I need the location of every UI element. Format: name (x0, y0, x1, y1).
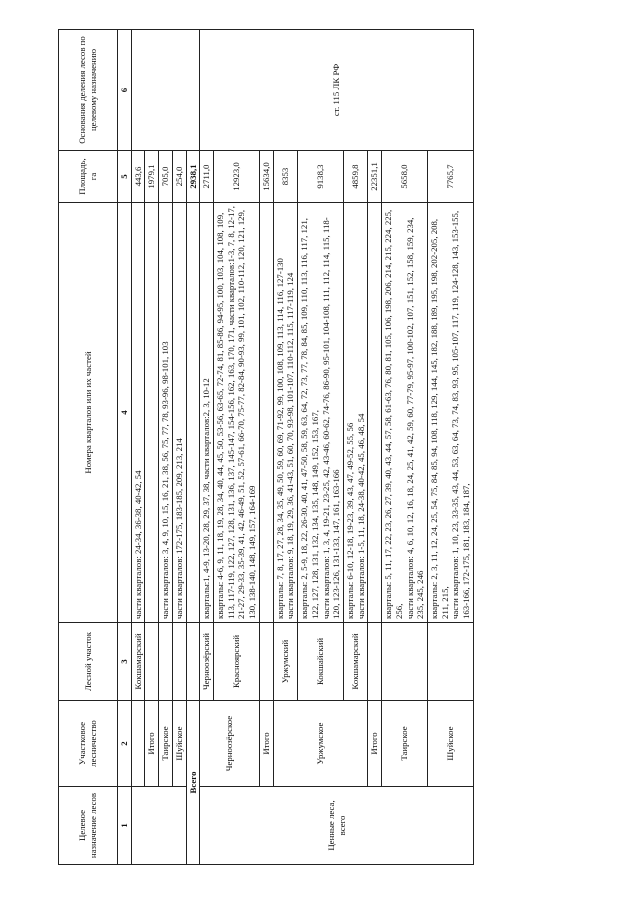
quarters-cell: кварталы:1, 4-9, 13-20, 28, 29, 37, 38, части кварталов:2, 3, 10-12 (200, 203, 214, 623)
plot-cell (145, 623, 159, 701)
table-row (200, 30, 214, 865)
total-label: Всего (186, 701, 200, 865)
column-number-row (118, 30, 132, 865)
col-num-5: 5 (118, 151, 132, 203)
quarters-cell: кварталы: 6-10, 12-18, 19-23, 39, 43, 47, 49-52, 55, 56 части кварталов: 1-5, 11, 18, 24-38, 40-42, 45, 46, 48, 54 (343, 203, 367, 623)
basis-cell-prev (131, 30, 200, 151)
quarters-cell: кварталы: 2, 3, 11, 12, 24, 25, 54, 75, 84, 85, 94, 108, 118, 129, 144, 145, 182, 188, 189, 195, 198, 202-205, 208, 211, 215, части кварталов: 1, 10, 23, 33-35, 43, 44, 53, 63, 64, 73, 74, 83, 93, 95, 105-107, 117, 119, 124-128, 143, 153-155, 163-166, 172-175, 181, 183, 184, 187, (427, 203, 473, 623)
plot-cell: Кокшайский (298, 623, 344, 701)
quarters-cell (145, 203, 159, 623)
area-cell: 1979,1 (145, 151, 159, 203)
quarters-cell (368, 203, 382, 623)
table-row (382, 30, 428, 865)
plot-cell (427, 623, 473, 701)
header-quarters: Номера кварталов или их частей (59, 203, 118, 623)
area-cell: 5658,0 (382, 151, 428, 203)
area-cell: 443,6 (131, 151, 145, 203)
table-row (368, 30, 382, 865)
plot-cell (186, 623, 200, 701)
plot-cell: Красноярский (214, 623, 260, 701)
header-purpose: Целевое назначение лесов (59, 787, 118, 865)
quarters-cell: кварталы: 5, 11, 17, 22, 23, 26, 27, 39, 40, 43, 44, 57, 58, 61-63, 76, 80, 81, 105, 106, 198, 206, 214, 215, 224, 225, 256, части кварталов: 4, 6, 10, 12, 16, 18, 24, 25, 41, 42, 59, 60, 77-79, 95-97, 100-102, 107, 151, 152, 158, 159, 234, 235, 245, 246 (382, 203, 428, 623)
plot-cell: Уржумский (273, 623, 297, 701)
table-row (172, 30, 186, 865)
area-cell: 705,0 (159, 151, 173, 203)
col-num-4: 4 (118, 203, 132, 623)
quarters-cell (259, 203, 273, 623)
category-cell-prev (131, 787, 186, 865)
quarters-cell: кварталы: 2, 5-9, 18, 22, 26-30, 40, 41, 47-50, 58, 59, 63, 64, 72, 73, 77, 78, 84, 85, 109, 110, 113, 116, 117, 121, 122, 127, 128, 131, 132, 134, 135, 148, 149, 152, 153, 167, части кварталов: 1, 3, 4, 19-21, 23-25, 42, 43-46, 60-62, 74-76, 86-90, 95-101, 104-108, 111, 112, 114, 115, 118-120, 123-126, 131-133, 147, 161, 163-166 (298, 203, 344, 623)
quarters-cell: кварталы: 7, 8, 17, 27, 28, 34, 35, 49, 50, 59, 60, 69, 71-92, 99, 100, 108, 109, 113, 114, 116, 127-130 части кварталов: 9, 18, 19, 29, 36, 41-43, 51, 60, 70, 93-98, 101-107, 110-112, 115, 117-119, 124 (273, 203, 297, 623)
table-row (259, 30, 273, 865)
col-num-2: 2 (118, 701, 132, 787)
area-cell: 2711,0 (200, 151, 214, 203)
district-cell: Таирское (382, 701, 428, 787)
quarters-cell: части кварталов: 3, 4, 9, 10, 15, 16, 21, 38, 56, 75, 77, 78, 93-96, 98-101, 103 (159, 203, 173, 623)
forest-quarters-table (58, 29, 474, 865)
district-cell: Шуйское (172, 701, 186, 787)
table-row (186, 30, 200, 865)
plot-cell (172, 623, 186, 701)
area-cell: 15634,0 (259, 151, 273, 203)
subtotal-label: Итого (259, 701, 273, 787)
district-cell: Уржумское (273, 701, 368, 787)
header-area: Площадь, га (59, 151, 118, 203)
district-cell: Шуйское (427, 701, 473, 787)
area-cell: 7765,7 (427, 151, 473, 203)
plot-cell (382, 623, 428, 701)
plot-cell (259, 623, 273, 701)
area-cell: 9138,3 (298, 151, 344, 203)
table-row (131, 30, 145, 865)
quarters-cell: части кварталов: 172-175, 183-185, 209, 213, 214 (172, 203, 186, 623)
table-row (159, 30, 173, 865)
col-num-1: 1 (118, 787, 132, 865)
district-cell: Черноозёрское (200, 701, 260, 787)
category-cell: Ценные леса, всего (200, 787, 474, 865)
plot-cell (159, 623, 173, 701)
subtotal-label: Итого (368, 701, 382, 787)
basis-cell: ст. 115 ЛК РФ (200, 30, 474, 151)
plot-cell (368, 623, 382, 701)
area-cell: 4859,8 (343, 151, 367, 203)
col-num-3: 3 (118, 623, 132, 701)
area-cell: 12923,0 (214, 151, 260, 203)
quarters-cell: кварталы: 4-6, 9, 11, 18, 19, 28, 34, 40, 44, 45, 50, 53-56, 63-65, 72-74, 81, 85-86, 94-95, 100, 103, 104, 108, 109, 113, 117-119, 122, 127, 128, 131, 136, 137, 145-147, 154-156, 162, 163, 170, 171, части кварталов:1-3, 7, 8, 12-17, 21-27, 29-33, 35-39, 41, 42, 46-49, 51, 52, 57-61, 66-70, 75-77, 82-84, 90-93, 99, 101, 102, 110-112, 120, 121, 129, 130, 138-140, 148, 149, 157, 164-169 (214, 203, 260, 623)
header-district: Участковое лесничество (59, 701, 118, 787)
quarters-cell (186, 203, 200, 623)
district-cell: Таирское (159, 701, 173, 787)
subtotal-label: Итого (145, 701, 159, 787)
header-row (59, 30, 118, 865)
plot-cell: Кокшамарский (131, 623, 145, 701)
area-cell: 254,0 (172, 151, 186, 203)
plot-cell: Черноозёрский (200, 623, 214, 701)
col-num-6: 6 (118, 30, 132, 151)
quarters-cell: части кварталов: 24-34, 36-38, 40-42, 54 (131, 203, 145, 623)
header-plot: Лесной участок (59, 623, 118, 701)
table-row (145, 30, 159, 865)
table-row (273, 30, 297, 865)
area-cell: 8353 (273, 151, 297, 203)
area-cell: 22351,1 (368, 151, 382, 203)
table-row (427, 30, 473, 865)
plot-cell: Кокшамарский (343, 623, 367, 701)
header-basis: Основания деления лесов по целевому назначению (59, 30, 118, 151)
area-cell: 2938,1 (186, 151, 200, 203)
district-cell (131, 701, 145, 787)
